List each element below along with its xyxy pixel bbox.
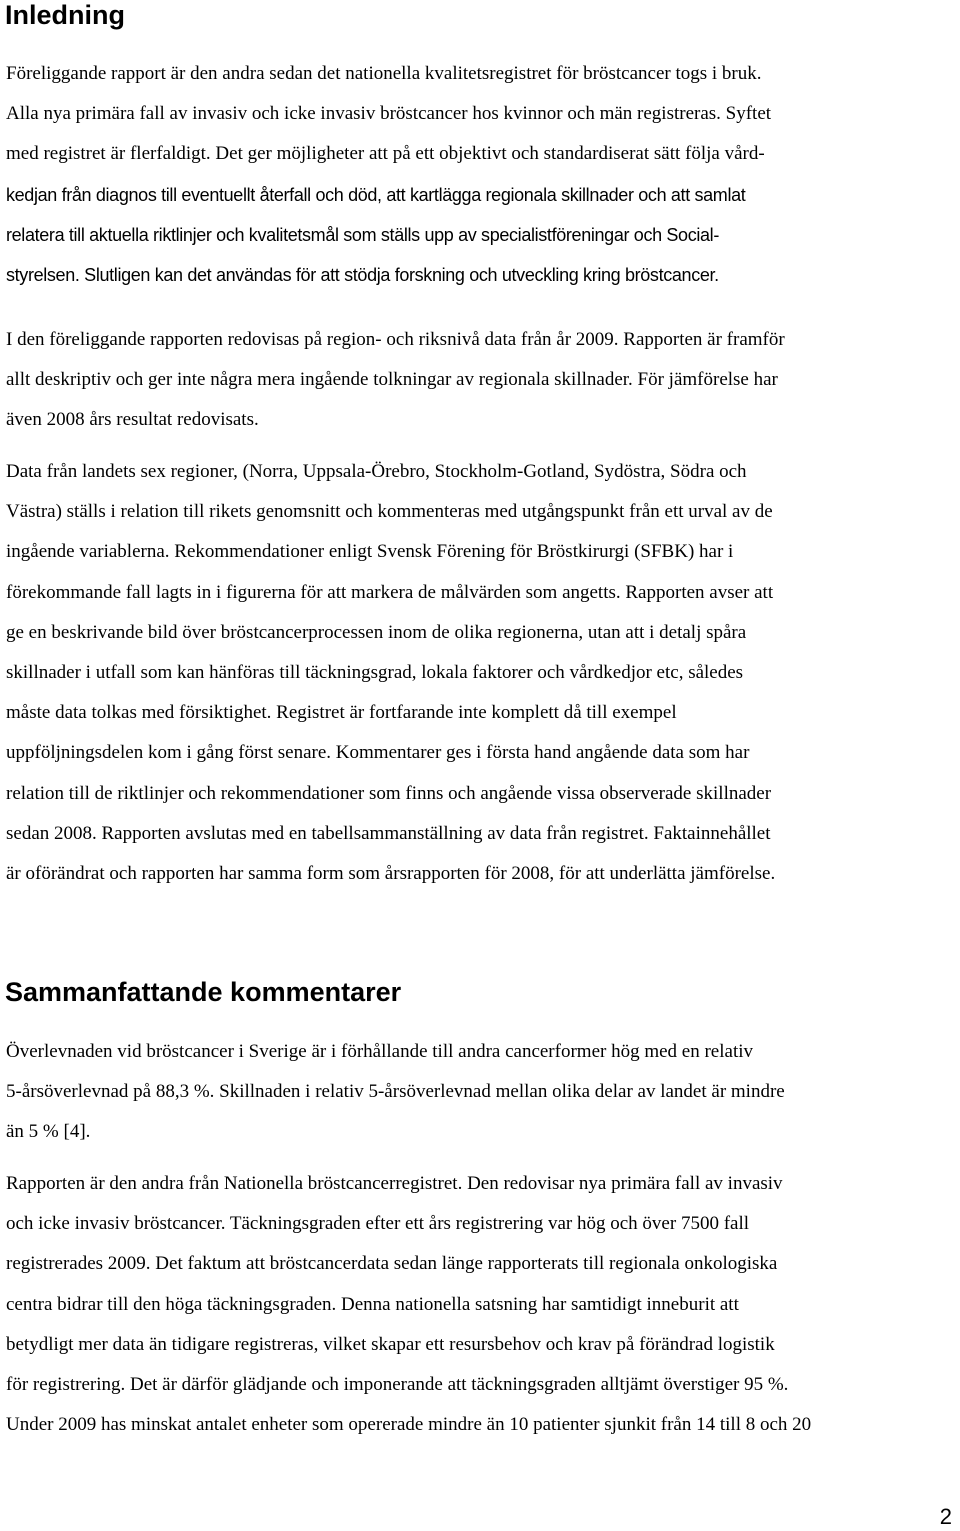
paragraph-inledning-regions [6, 452, 956, 894]
text-line: ge en beskrivande bild över bröstcancerprocessen inom de olika regionerna, utan att i detalj spåra [6, 621, 747, 643]
text-line: skillnader i utfall som kan hänföras till täckningsgrad, lokala faktorer och vårdkedjor etc, således [6, 662, 744, 684]
paragraph-inledning-purpose [6, 54, 956, 295]
paragraph-overlevnad [6, 1032, 956, 1153]
text-line: är oförändrat och rapporten har samma form som årsrapporten för 2008, för att underlätta jämförelse. [6, 863, 776, 885]
text-line: allt deskriptiv och ger inte några mera ingående tolkningar av regionala skillnader. För jämförelse har [6, 369, 778, 391]
paragraph-rapporten [6, 1164, 956, 1445]
text-line: Rapporten är den andra från Nationella bröstcancerregistret. Den redovisar nya primära fall av invasiv [6, 1173, 783, 1194]
text-line: relatera till aktuella riktlinjer och kvalitetsmål som ställs upp av specialistföreningar och Social- [6, 224, 719, 245]
text-line: måste data tolkas med försiktighet. Registret är fortfarande inte komplett då till exempel [6, 702, 677, 724]
section-heading-sammanfattande-kommentarer: Sammanfattande kommentarer [5, 977, 402, 1007]
text-line: Data från landets sex regioner, (Norra, Uppsala-Örebro, Stockholm-Gotland, Sydöstra, Södra och [6, 461, 747, 482]
text-line: och icke invasiv bröstcancer. Täckningsgraden efter ett års registrering var hög och över 7500 fall [6, 1213, 750, 1235]
text-line: registrerades 2009. Det faktum att bröstcancerdata sedan länge rapporterats till regionala onkologiska [6, 1253, 778, 1275]
text-line: kedjan från diagnos till eventuellt återfall och död, att kartlägga regionala skillnader och att samlat [6, 184, 746, 205]
text-line: Alla nya primära fall av invasiv och icke invasiv bröstcancer hos kvinnor och män registreras. Syftet [6, 103, 772, 125]
text-line: Västra) ställs i relation till rikets genomsnitt och kommenteras med utgångspunkt från ett urval av de [6, 501, 773, 523]
text-line: även 2008 års resultat redovisats. [6, 409, 259, 431]
text-line: uppföljningsdelen kom i gång först senare. Kommentarer ges i första hand angående data som har [6, 742, 750, 764]
text-line: styrelsen. Slutligen kan det användas för att stödja forskning och utveckling kring bröstcancer. [6, 265, 719, 286]
text-line: sedan 2008. Rapporten avslutas med en tabellsammanställning av data från registret. Faktainnehållet [6, 822, 771, 844]
paragraph-inledning-report-scope [6, 320, 956, 441]
text-line: I den föreliggande rapporten redovisas på region- och riksnivå data från år 2009. Rapporten är framför [6, 329, 785, 350]
text-line: betydligt mer data än tidigare registreras, vilket skapar ett resursbehov och krav på förändrad logistik [6, 1333, 775, 1355]
text-line: ingående variablerna. Rekommendationer enligt Svensk Förening för Bröstkirurgi (SFBK) har i [6, 541, 734, 563]
text-line: relation till de riktlinjer och rekommendationer som finns och angående vissa observerade skillnader [6, 782, 772, 804]
text-line: Föreliggande rapport är den andra sedan det nationella kvalitetsregistret för bröstcancer togs i bruk. [6, 63, 762, 84]
text-line: för registrering. Det är därför glädjande och imponerande att täckningsgraden alltjämt överstiger 95 %. [6, 1374, 789, 1396]
text-line: Under 2009 has minskat antalet enheter som opererade mindre än 10 patienter sjunkit från 14 till 8 och 20 [6, 1414, 812, 1436]
page-number: 2 [939, 1504, 952, 1529]
text-line: än 5 % [4]. [6, 1121, 91, 1143]
text-line: med registret är flerfaldigt. Det ger möjligheter att på ett objektivt och standardiserat sätt följa vård- [6, 143, 765, 165]
text-line: förekommande fall lagts in i figurerna för att markera de målvärden som angetts. Rapporten avser att [6, 581, 774, 603]
text-line: Överlevnaden vid bröstcancer i Sverige är i förhållande till andra cancerformer hög med en relativ [6, 1041, 754, 1062]
text-line: centra bidrar till den höga täckningsgraden. Denna nationella satsning har samtidigt inneburit att [6, 1293, 739, 1315]
text-line: 5-årsöverlevnad på 88,3 %. Skillnaden i relativ 5-årsöverlevnad mellan olika delar av landet är mindre [6, 1081, 785, 1103]
section-heading-inledning: Inledning [5, 0, 125, 30]
